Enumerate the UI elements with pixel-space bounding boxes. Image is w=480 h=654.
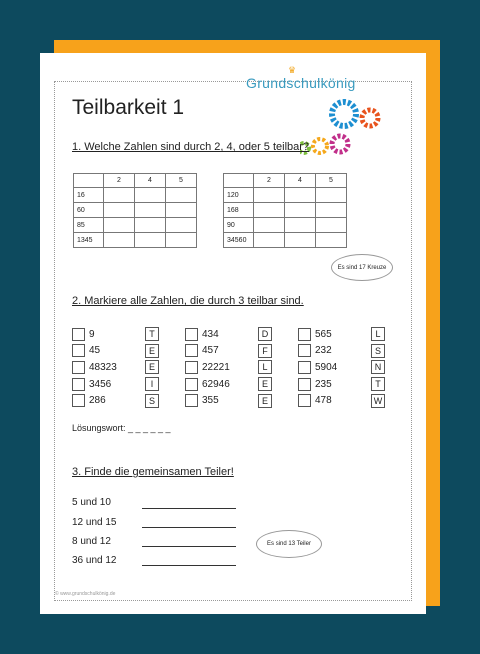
divisor-pair-label: 36 und 12 (72, 555, 117, 566)
list-item: 286 S (72, 392, 159, 409)
hint-bubble-divisors: Es sind 13 Teiler (256, 530, 322, 558)
gears-icon (300, 96, 390, 162)
task1-heading: 1. Welche Zahlen sind durch 2, 4, oder 5 teilbar? (72, 141, 310, 153)
list-item: 457 F (185, 343, 272, 360)
divisor-pair-label: 8 und 12 (72, 536, 111, 547)
divisor-pair-label: 5 und 10 (72, 497, 111, 508)
number-column-1 (72, 326, 159, 409)
answer-line[interactable] (142, 527, 236, 528)
checkbox[interactable] (298, 378, 311, 391)
checkbox[interactable] (72, 361, 85, 374)
list-item: 235 T (298, 376, 385, 393)
list-item: 565 L (298, 326, 385, 343)
list-item: 22221 L (185, 359, 272, 376)
list-item: 48323 E (72, 359, 159, 376)
list-item: 62946 E (185, 376, 272, 393)
checkbox[interactable] (72, 394, 85, 407)
task3-heading: 3. Finde die gemeinsamen Teiler! (72, 466, 234, 478)
checkbox[interactable] (72, 378, 85, 391)
checkbox[interactable] (185, 394, 198, 407)
divisor-pair-label: 12 und 15 (72, 517, 117, 528)
checkbox[interactable] (185, 328, 198, 341)
list-item: 3456 I (72, 376, 159, 393)
footer-copyright: © www.grundschulkönig.de (55, 591, 116, 597)
checkbox[interactable] (72, 344, 85, 357)
hint-bubble-crosses: Es sind 17 Kreuze (331, 254, 393, 281)
checkbox[interactable] (298, 361, 311, 374)
answer-line[interactable] (142, 508, 236, 509)
divisibility-table-2: 2 4 5 120 168 90 34560 (223, 173, 347, 248)
checkbox[interactable] (72, 328, 85, 341)
list-item: 355 E (185, 392, 272, 409)
page-title: Teilbarkeit 1 (72, 96, 185, 119)
checkbox[interactable] (185, 361, 198, 374)
answer-line[interactable] (142, 565, 236, 566)
checkbox[interactable] (298, 328, 311, 341)
number-column-2 (185, 326, 272, 409)
list-item: 434 D (185, 326, 272, 343)
list-item: 478 W (298, 392, 385, 409)
checkbox[interactable] (185, 344, 198, 357)
crown-icon: ♛ (288, 65, 297, 75)
number-column-3 (298, 326, 385, 409)
answer-line[interactable] (142, 546, 236, 547)
task2-heading: 2. Markiere alle Zahlen, die durch 3 teilbar sind. (72, 295, 304, 307)
brand-logo: Grundschulkönig (246, 75, 356, 91)
checkbox[interactable] (298, 344, 311, 357)
list-item: 9 T (72, 326, 159, 343)
divisibility-table-1: 2 4 5 16 60 85 1345 (73, 173, 197, 248)
list-item: 5904 N (298, 359, 385, 376)
list-item: 232 S (298, 343, 385, 360)
checkbox[interactable] (298, 394, 311, 407)
list-item: 45 E (72, 343, 159, 360)
checkbox[interactable] (185, 378, 198, 391)
solution-word-field[interactable]: Lösungswort: _ _ _ _ _ _ (72, 423, 171, 433)
